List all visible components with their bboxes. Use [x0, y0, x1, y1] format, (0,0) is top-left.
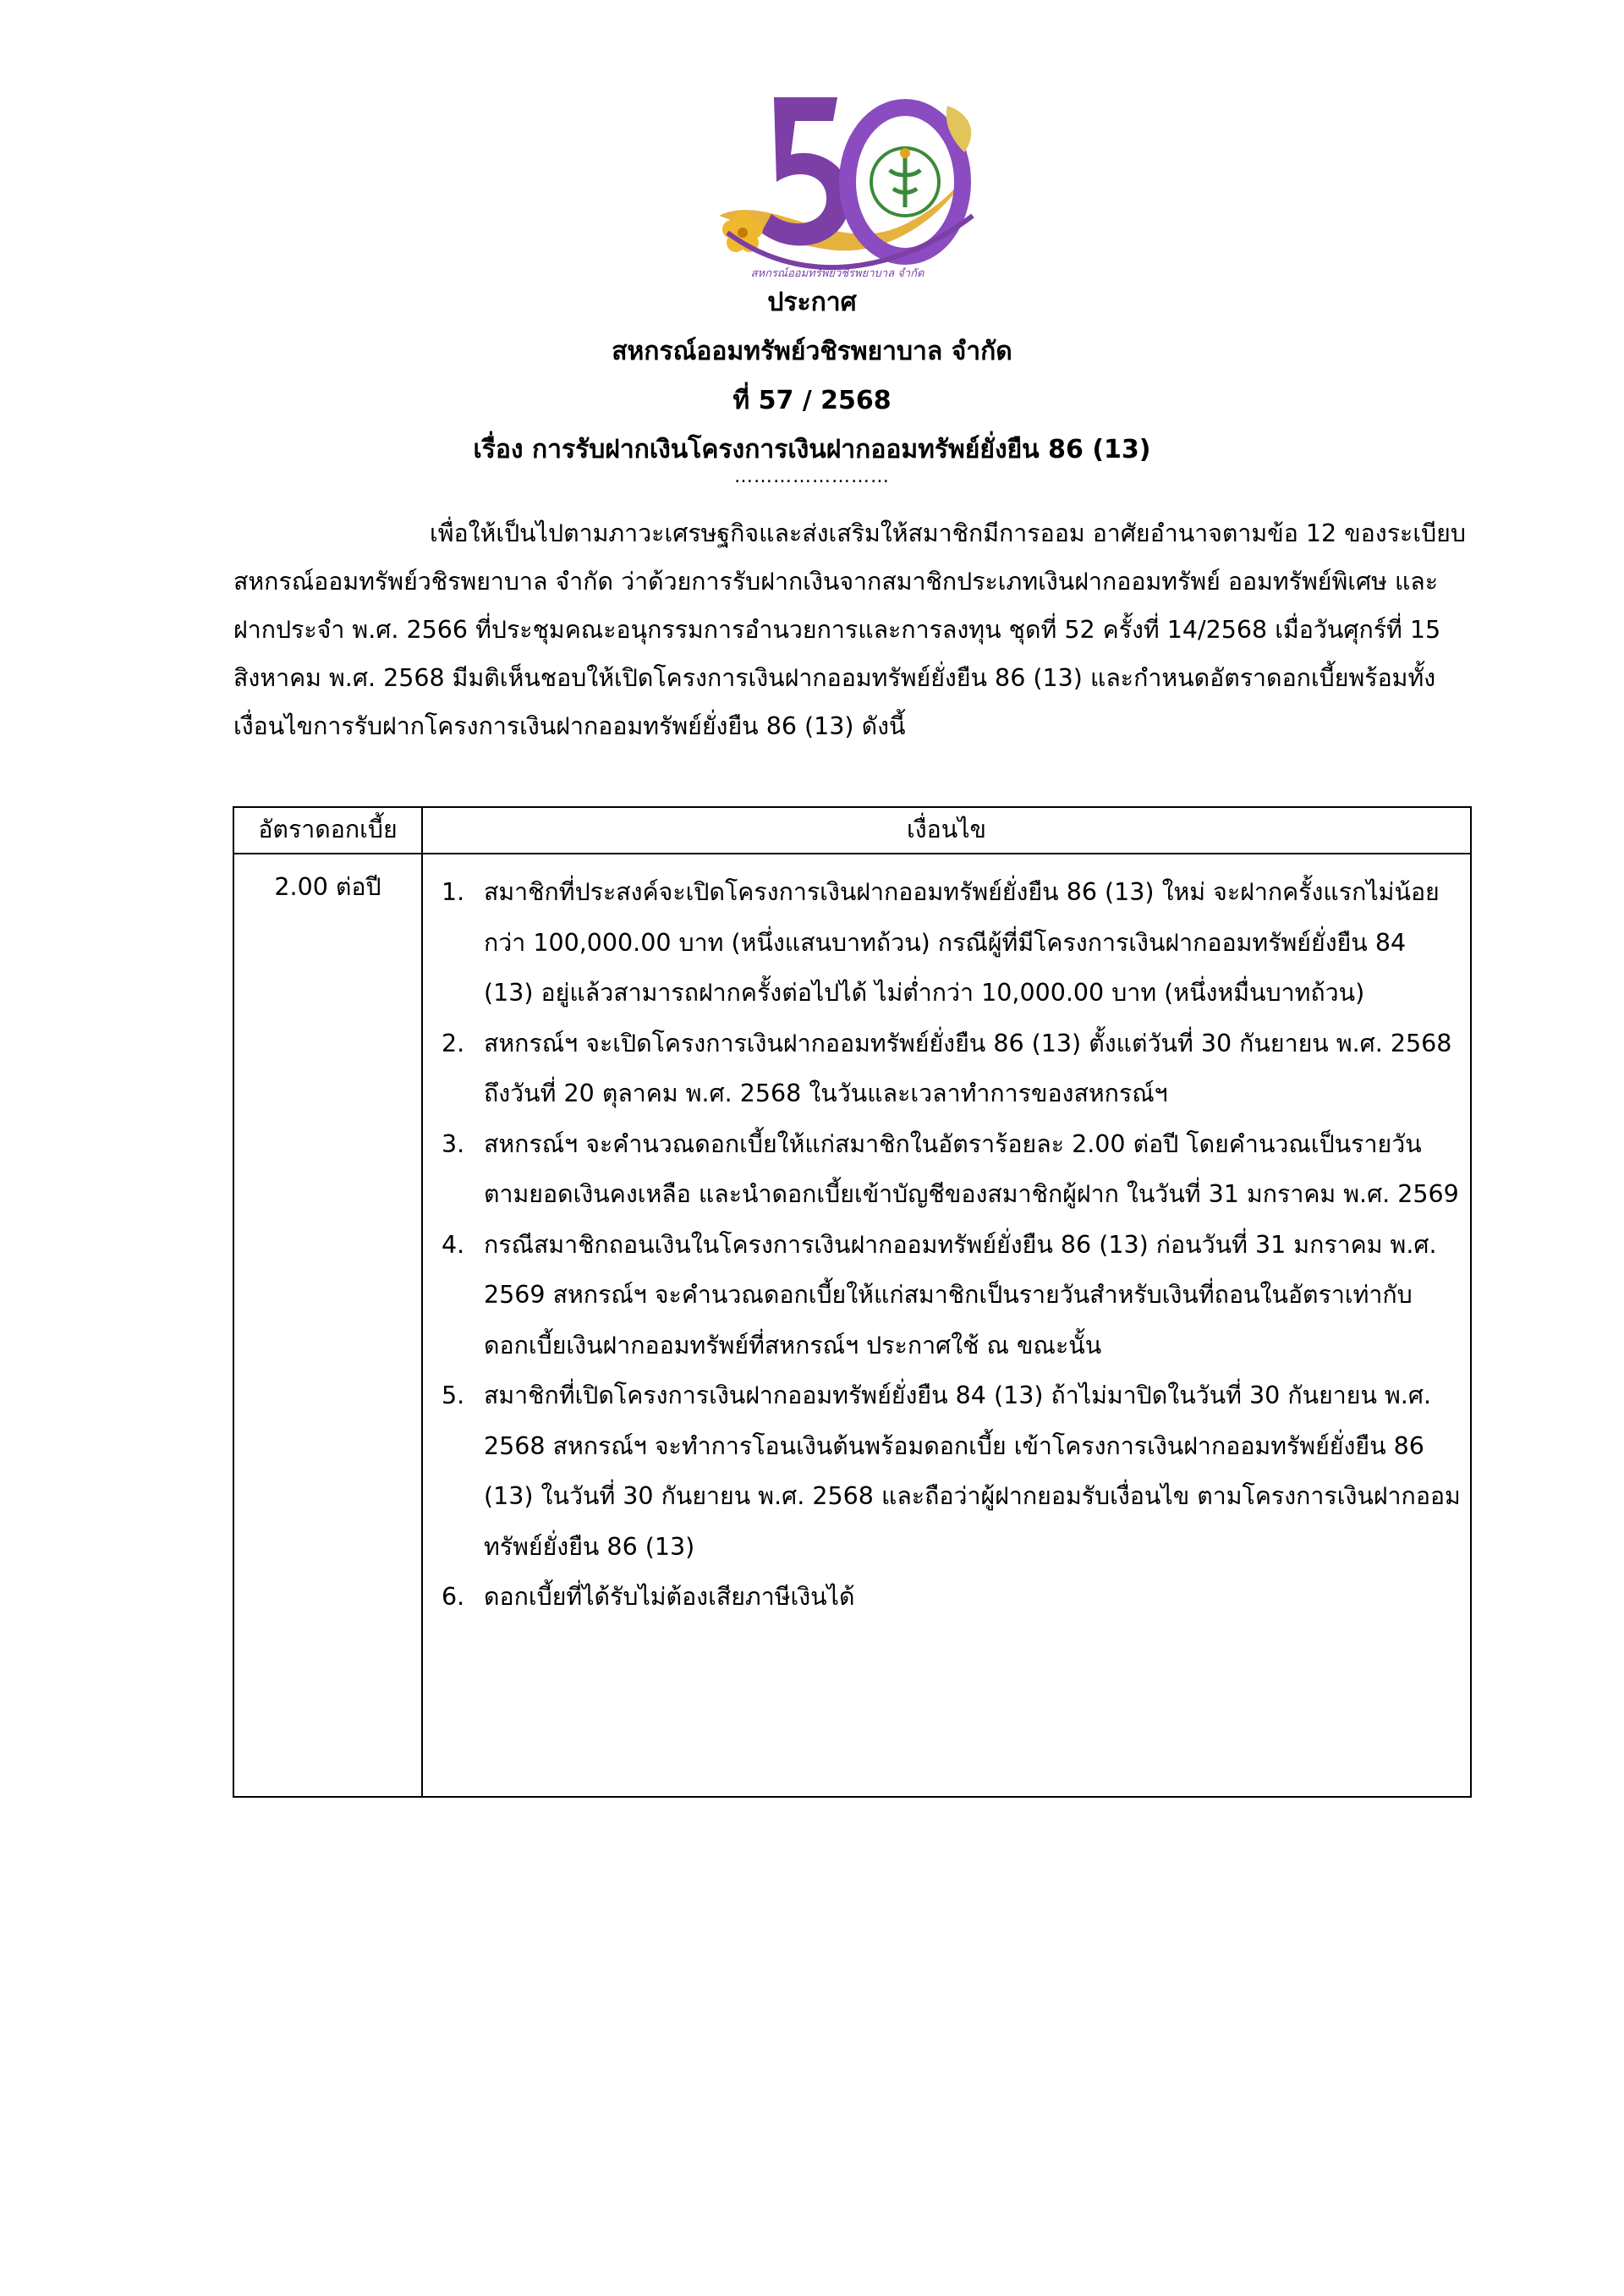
condition-number: 5.: [442, 1381, 465, 1409]
table-header-divider: [234, 853, 1470, 854]
condition-item: [442, 1119, 1461, 1220]
condition-item: [442, 867, 1461, 1019]
condition-item: [442, 1370, 1461, 1572]
condition-text: สมาชิกที่เปิดโครงการเงินฝากออมทรัพย์ยั่งยืน 84 (13) ถ้าไม่มาปิดในวันที่ 30 กันยายน พ.ศ. 2568 สหกรณ์ฯ จะทำการโอนเงินต้นพร้อมดอกเบี้ย เข้าโครงการเงินฝากออมทรัพย์ยั่งยืน 86 (13) ในวันที่ 30 กันยายน พ.ศ. 2568 และถือว่าผู้ฝากยอมรับเงื่อนไข ตามโครงการเงินฝากออมทรัพย์ยั่งยืน 86 (13): [484, 1381, 1461, 1561]
condition-number: 1.: [442, 878, 465, 906]
condition-number: 3.: [442, 1129, 465, 1158]
condition-number: 6.: [442, 1583, 465, 1611]
logo-caption: สหกรณ์ออมทรัพย์วชิรพยาบาล จำกัด: [750, 267, 924, 280]
conditions-list: [442, 867, 1461, 1623]
cooperative-50th-anniversary-logo: [694, 89, 981, 283]
condition-text: สหกรณ์ฯ จะคำนวณดอกเบี้ยให้แก่สมาชิกในอัตราร้อยละ 2.00 ต่อปี โดยคำนวณเป็นรายวันตามยอดเงินคงเหลือ และนำดอกเบี้ยเข้าบัญชีของสมาชิกผู้ฝาก ในวันที่ 31 มกราคม พ.ศ. 2569: [484, 1129, 1459, 1208]
condition-text: ดอกเบี้ยที่ได้รับไม่ต้องเสียภาษีเงินได้: [484, 1583, 855, 1611]
table-column-divider: [421, 808, 423, 1796]
announcement-subject: เรื่อง การรับฝากเงินโครงการเงินฝากออมทรัพย์ยั่งยืน 86 (13): [473, 435, 1151, 464]
condition-number: 2.: [442, 1029, 465, 1057]
announcement-number: ที่ 57 / 2568: [732, 386, 892, 415]
conditions-table: [233, 806, 1472, 1798]
condition-text: สหกรณ์ฯ จะเปิดโครงการเงินฝากออมทรัพย์ยั่งยืน 86 (13) ตั้งแต่วันที่ 30 กันยายน พ.ศ. 2568 ถึงวันที่ 20 ตุลาคม พ.ศ. 2568 ในวันและเวลาทำการของสหกรณ์ฯ: [484, 1029, 1452, 1107]
announcement-title: ประกาศ: [767, 288, 857, 317]
digit-five-shape: [761, 97, 850, 245]
intro-paragraph: เพื่อให้เป็นไปตามภาวะเศรษฐกิจและส่งเสริมให้สมาชิกมีการออม อาศัยอำนาจตามข้อ 12 ของระเบียบสหกรณ์ออมทรัพย์วชิรพยาบาล จำกัด ว่าด้วยการรับฝากเงินจากสมาชิกประเภทเงินฝากออมทรัพย์ ออมทรัพย์พิเศษ และฝากประจำ พ.ศ. 2566 ที่ประชุมคณะอนุกรรมการอำนวยการและการลงทุน ชุดที่ 52 ครั้งที่ 14/2568 เมื่อวันศุกร์ที่ 15 สิงหาคม พ.ศ. 2568 มีมติเห็นชอบให้เปิดโครงการเงินฝากออมทรัพย์ยั่งยืน 86 (13) และกำหนดอัตราดอกเบี้ยพร้อมทั้งเงื่อนไขการรับฝากโครงการเงินฝากออมทรัพย์ยั่งยืน 86 (13) ดังนี้: [233, 519, 1466, 740]
condition-item: [442, 1019, 1461, 1119]
table-header-rate: อัตราดอกเบี้ย: [258, 816, 398, 843]
condition-item: [442, 1220, 1461, 1371]
table-header-conditions: เงื่อนไข: [906, 816, 987, 843]
organization-name: สหกรณ์ออมทรัพย์วชิรพยาบาล จำกัด: [612, 337, 1012, 366]
condition-text: สมาชิกที่ประสงค์จะเปิดโครงการเงินฝากออมทรัพย์ยั่งยืน 86 (13) ใหม่ จะฝากครั้งแรกไม่น้อยกว่า 100,000.00 บาท (หนึ่งแสนบาทถ้วน) กรณีผู้ที่มีโครงการเงินฝากออมทรัพย์ยั่งยืน 84 (13) อยู่แล้วสามารถฝากครั้งต่อไปได้ ไม่ต่ำกว่า 10,000.00 บาท (หนึ่งหมื่นบาทถ้วน): [484, 878, 1440, 1007]
condition-text: กรณีสมาชิกถอนเงินในโครงการเงินฝากออมทรัพย์ยั่งยืน 86 (13) ก่อนวันที่ 31 มกราคม พ.ศ. 2569 สหกรณ์ฯ จะคำนวณดอกเบี้ยให้แก่สมาชิกเป็นรายวันสำหรับเงินที่ถอนในอัตราเท่ากับดอกเบี้ยเงินฝากออมทรัพย์ที่สหกรณ์ฯ ประกาศใช้ ณ ขณะนั้น: [484, 1230, 1437, 1359]
separator-dots: ……………………: [734, 466, 890, 487]
condition-number: 4.: [442, 1230, 465, 1259]
interest-rate-cell: 2.00 ต่อปี: [274, 873, 381, 901]
condition-item: [442, 1572, 1461, 1623]
emblem-top-dot: [900, 148, 910, 158]
